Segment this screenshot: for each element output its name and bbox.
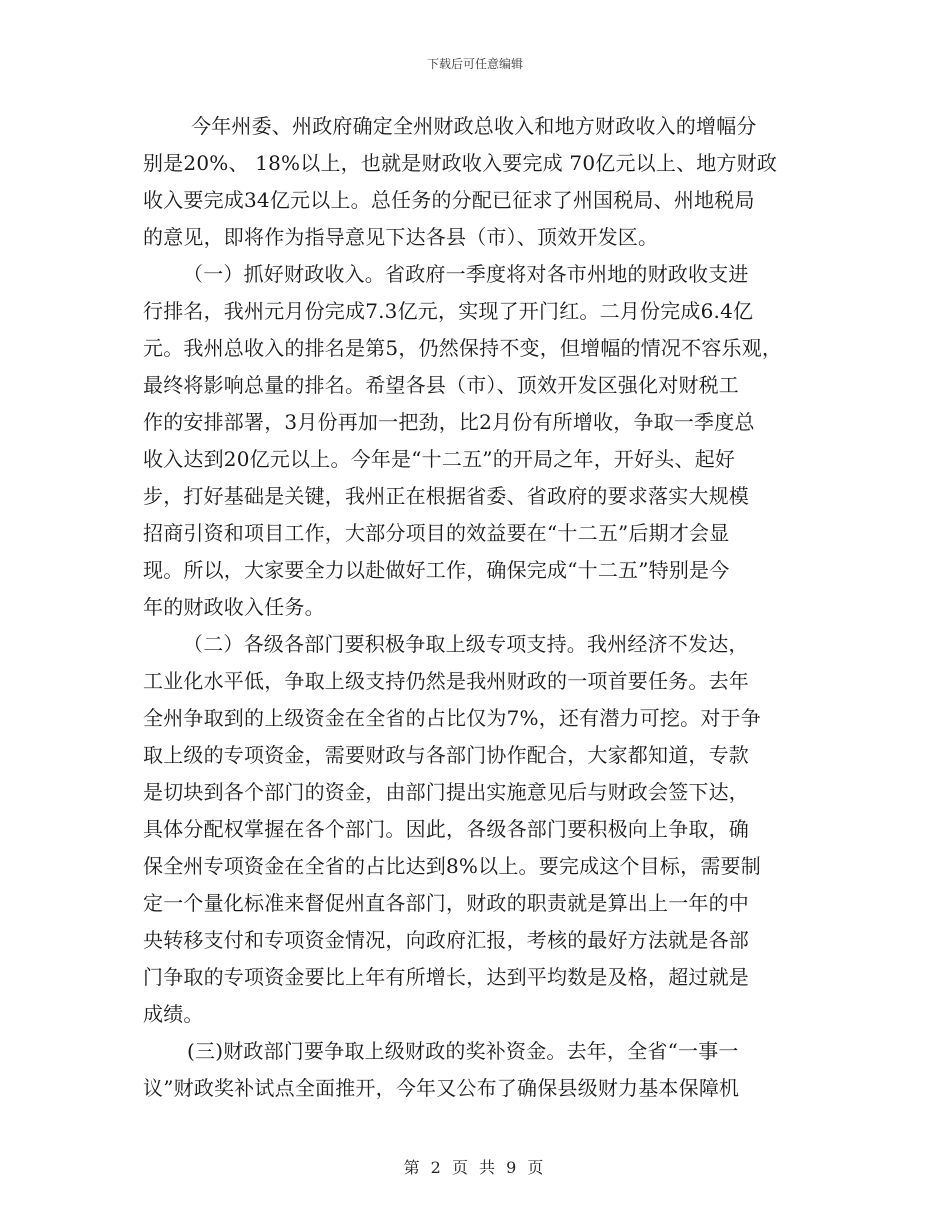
text-line: 议”财政奖补试点全面推开，今年又公布了确保县级财力基本保障机 bbox=[143, 1076, 740, 1100]
text-line: 保全州专项资金在全省的占比达到8%以上。要完成这个目标，需要制 bbox=[143, 854, 761, 878]
text-line: 是切块到各个部门的资金，由部门提出实施意见后与财政会签下达， bbox=[143, 780, 749, 804]
text-line: 取上级的专项资金，需要财政与各部门协作配合，大家都知道，专款 bbox=[143, 743, 749, 767]
text-line: 步，打好基础是关键，我州正在根据省委、省政府的要求落实大规模 bbox=[143, 484, 749, 508]
text-line: 定一个量化标准来督促州直各部门，财政的职责就是算出上一年的中 bbox=[143, 891, 749, 915]
text-line: 央转移支付和专项资金情况，向政府汇报，考核的最好方法就是各部 bbox=[143, 928, 749, 952]
text-line: （二）各级各部门要积极争取上级专项支持。我州经济不发达， bbox=[183, 632, 749, 656]
page-header-note: 下载后可任意编辑 bbox=[426, 57, 523, 71]
text-line: 全州争取到的上级资金在全省的占比仅为7%，还有潜力可挖。对于争 bbox=[143, 706, 761, 730]
text-line: 现。所以，大家要全力以赴做好工作，确保完成“十二五”特别是今 bbox=[143, 558, 730, 582]
text-line: 年的财政收入任务。 bbox=[143, 595, 325, 619]
text-line: 收入要完成34亿元以上。总任务的分配已征求了州国税局、州地税局 bbox=[143, 188, 755, 212]
text-line: 的意见，即将作为指导意见下达各县（市）、顶效开发区。 bbox=[143, 225, 659, 249]
text-line: 具体分配权掌握在各个部门。因此，各级各部门要积极向上争取，确 bbox=[143, 817, 749, 841]
text-line: 收入达到20亿元以上。今年是“十二五”的开局之年，开好头、起好 bbox=[143, 447, 736, 471]
text-line: 最终将影响总量的排名。希望各县（市）、顶效开发区强化对财税工 bbox=[143, 373, 739, 397]
text-line: 别是20%、 18%以上，也就是财政收入要完成 70亿元以上、地方财政 bbox=[143, 151, 778, 175]
text-line: 作的安排部署，3月份再加一把劲，比2月份有所增收，争取一季度总 bbox=[143, 410, 755, 434]
text-line: 招商引资和项目工作，大部分项目的效益要在“十二五”后期才会显 bbox=[143, 521, 730, 545]
page-footer: 第 2 页 共 9 页 bbox=[403, 1158, 547, 1177]
text-line: （一）抓好财政收入。省政府一季度将对各市州地的财政收支进 bbox=[183, 262, 749, 286]
text-line: 成绩。 bbox=[143, 1002, 204, 1026]
document-body bbox=[143, 108, 803, 1107]
text-line: 今年州委、州政府确定全州财政总收入和地方财政收入的增幅分 bbox=[191, 114, 757, 138]
text-line: (三)财政部门要争取上级财政的奖补资金。去年，全省“一事一 bbox=[187, 1039, 739, 1063]
text-line: 元。我州总收入的排名是第5，仍然保持不变，但增幅的情况不容乐观， bbox=[143, 336, 783, 360]
text-line: 工业化水平低，争取上级支持仍然是我州财政的一项首要任务。去年 bbox=[143, 669, 749, 693]
text-line: 门争取的专项资金要比上年有所增长，达到平均数是及格，超过就是 bbox=[143, 965, 749, 989]
text-line: 行排名，我州元月份完成7.3亿元，实现了开门红。二月份完成6.4亿 bbox=[143, 299, 754, 323]
